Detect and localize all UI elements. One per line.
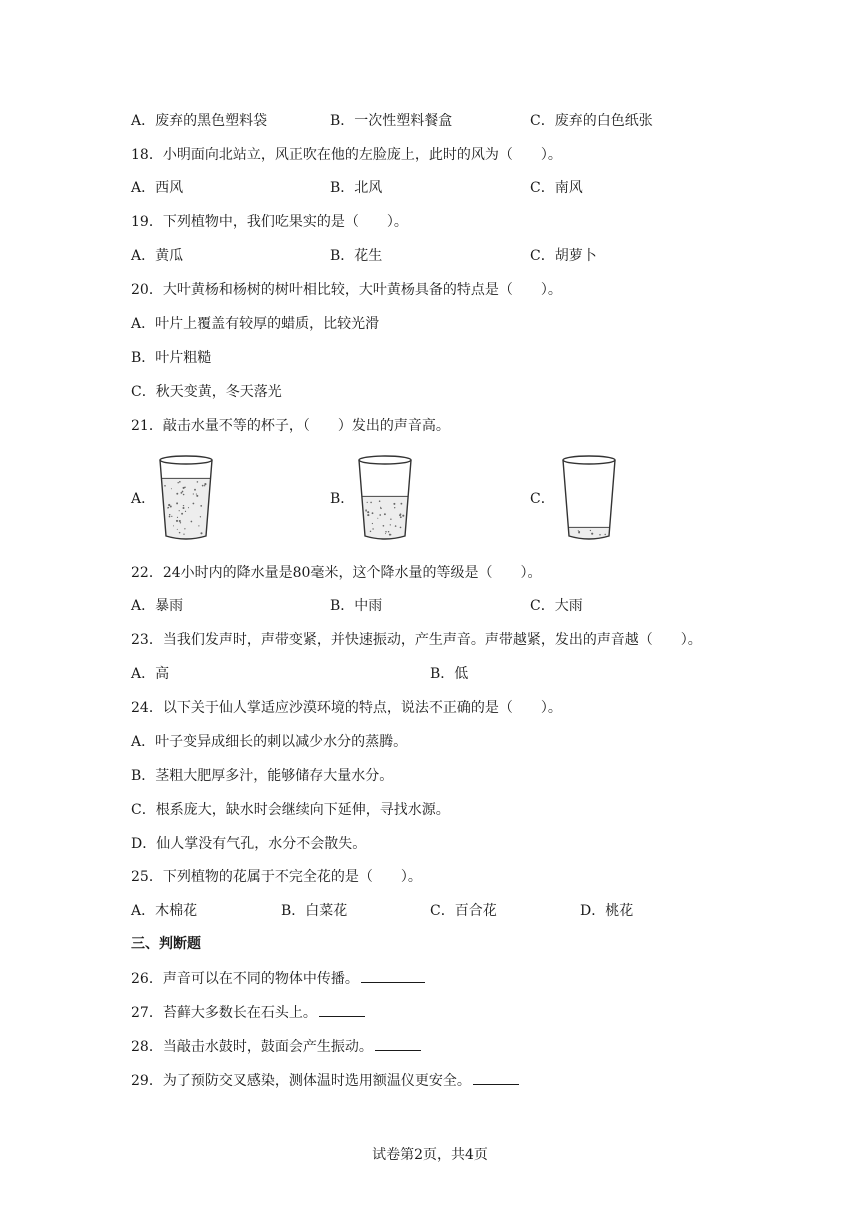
judge-item-28-text: 28．当敲击水鼓时，鼓面会产生振动。 [131, 1039, 373, 1055]
q22-option-c: C．大雨 [530, 598, 583, 614]
judge-item-26 [131, 968, 425, 989]
judge-item-29 [131, 1070, 519, 1091]
q20-option-c: C．秋天变黄，冬天落光 [131, 384, 282, 400]
section-heading: 三、判断题 [131, 936, 201, 952]
q18-option-c: C．南风 [530, 180, 583, 196]
q17-option-c: C．废弃的白色纸张 [530, 113, 653, 129]
q21-option-c: C． [530, 491, 555, 507]
q23-option-b: B．低 [430, 666, 469, 682]
q22-option-b: B．中雨 [330, 598, 383, 614]
answer-blank [375, 1036, 421, 1051]
q19-option-b: B．花生 [330, 248, 383, 264]
q21-option-a: A． [131, 491, 156, 507]
q17-option-b: B．一次性塑料餐盒 [330, 113, 453, 129]
page-footer: 试卷第2页，共4页 [372, 1147, 488, 1163]
q25-option-b: B．白菜花 [281, 903, 348, 919]
q24-option-d: D．仙人掌没有气孔，水分不会散失。 [131, 836, 367, 852]
q25-option-d: D．桃花 [580, 903, 634, 919]
q20-option-b: B．叶片粗糙 [131, 350, 212, 366]
q23-option-a: A．高 [131, 666, 170, 682]
q20-stem: 20．大叶黄杨和杨树的树叶相比较，大叶黄杨具备的特点是（ ）。 [131, 282, 562, 298]
q25-option-a: A．木棉花 [131, 903, 198, 919]
answer-blank [361, 968, 425, 983]
q25-option-c: C．百合花 [430, 903, 497, 919]
judge-item-28 [131, 1036, 421, 1057]
q21-option-b: B． [330, 491, 355, 507]
glass-a-water [161, 478, 210, 539]
judge-item-29-text: 29．为了预防交叉感染，测体温时选用额温仪更安全。 [131, 1073, 471, 1089]
q21-stem: 21．敲击水量不等的杯子，（ ）发出的声音高。 [131, 418, 450, 434]
q19-stem: 19．下列植物中，我们吃果实的是（ ）。 [131, 214, 408, 230]
q22-option-a: A．暴雨 [131, 598, 184, 614]
answer-blank [319, 1002, 365, 1017]
q19-option-a: A．黄瓜 [131, 248, 184, 264]
q19-option-c: C．胡萝卜 [530, 248, 597, 264]
judge-item-27 [131, 1002, 365, 1023]
q20-option-a: A．叶片上覆盖有较厚的蜡质，比较光滑 [131, 316, 380, 332]
glass-b-water [362, 496, 408, 539]
glass-b-image [355, 454, 415, 542]
q24-stem: 24．以下关于仙人掌适应沙漠环境的特点，说法不正确的是（ ）。 [131, 700, 562, 716]
glass-c-image [559, 454, 619, 542]
judge-item-26-text: 26．声音可以在不同的物体中传播。 [131, 971, 359, 987]
q24-option-b: B．茎粗大肥厚多汁，能够储存大量水分。 [131, 768, 394, 784]
answer-blank [473, 1070, 519, 1085]
q23-stem: 23．当我们发声时，声带变紧，并快速振动，产生声音。声带越紧，发出的声音越（ ）。 [131, 632, 702, 648]
q17-option-a: A．废弃的黑色塑料袋 [131, 113, 268, 129]
q18-option-b: B．北风 [330, 180, 383, 196]
q22-stem: 22．24小时内的降水量是80毫米，这个降水量的等级是（ ）。 [131, 565, 542, 581]
q25-stem: 25．下列植物的花属于不完全花的是（ ）。 [131, 869, 422, 885]
q24-option-c: C．根系庞大，缺水时会继续向下延伸，寻找水源。 [131, 802, 450, 818]
q18-stem: 18．小明面向北站立，风正吹在他的左脸庞上，此时的风为（ ）。 [131, 147, 562, 163]
judge-item-27-text: 27．苔藓大多数长在石头上。 [131, 1005, 317, 1021]
glass-a-image [156, 454, 216, 542]
q18-option-a: A．西风 [131, 180, 184, 196]
q24-option-a: A．叶子变异成细长的刺以减少水分的蒸腾。 [131, 734, 408, 750]
